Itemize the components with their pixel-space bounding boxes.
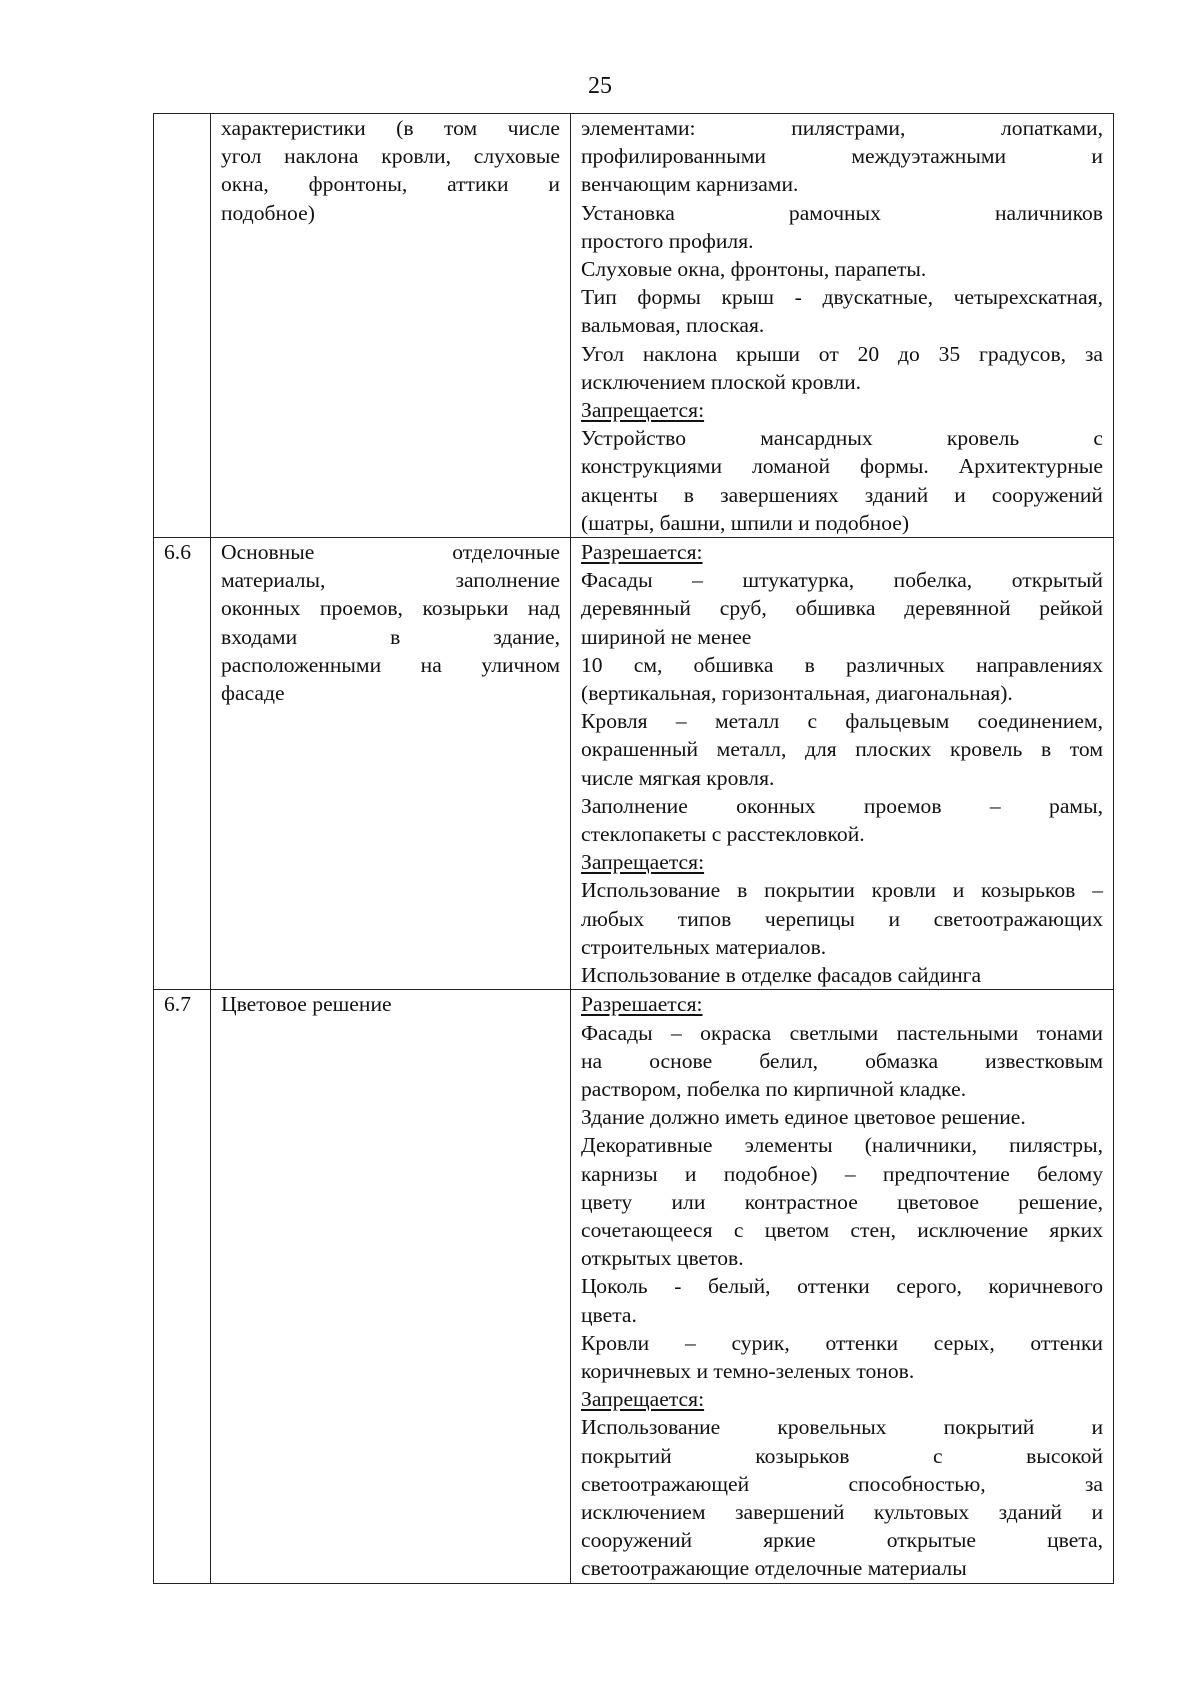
requirement-line: акценты в завершениях зданий и сооружений <box>581 482 1103 507</box>
requirement-line: исключением плоской кровли. <box>581 369 862 394</box>
requirement-line: 10 см, обшивка в различных направлениях <box>581 652 1103 677</box>
requirement-paragraph <box>581 1272 1103 1328</box>
parameter-name <box>221 114 560 227</box>
parameter-name-line: угол наклона кровли, слуховые <box>221 144 560 169</box>
requirement-line: цвета. <box>581 1302 637 1327</box>
parameter-name-cell <box>211 990 571 1583</box>
section-heading <box>581 1385 1103 1413</box>
requirement-line: Фасады – окраска светлыми пастельными тонами <box>581 1020 1103 1045</box>
parameter-name-line: Основные отделочные <box>221 540 560 565</box>
row-number-cell <box>154 114 211 538</box>
parameter-name-line: материалы, заполнение <box>221 568 560 593</box>
parameter-name-line: Цветовое решение <box>221 992 392 1017</box>
requirement-paragraph <box>581 707 1103 792</box>
requirement-line: Использование в покрытии кровли и козырьков – <box>581 878 1103 903</box>
regulations-table-body <box>154 114 1114 1584</box>
requirement-paragraph <box>581 114 1103 199</box>
requirements-cell <box>571 114 1114 538</box>
requirement-line: окрашенный металл, для плоских кровель в том <box>581 737 1103 762</box>
table-row <box>154 114 1114 538</box>
requirement-line: открытых цветов. <box>581 1246 744 1271</box>
requirement-paragraph <box>581 876 1103 961</box>
requirement-line: вальмовая, плоская. <box>581 313 765 338</box>
requirement-line: Слуховые окна, фронтоны, парапеты. <box>581 257 927 282</box>
requirement-line: Разрешается: <box>581 540 703 565</box>
row-number: 6.6 <box>164 540 191 565</box>
regulations-table <box>153 113 1114 1584</box>
requirement-line: деревянный сруб, обшивка деревянной рейкой <box>581 596 1103 621</box>
requirement-paragraph <box>581 792 1103 848</box>
parameter-name-line: входами в здание, <box>221 624 560 649</box>
requirement-line: коричневых и темно-зеленых тонов. <box>581 1358 915 1383</box>
page-number: 25 <box>588 73 612 99</box>
section-heading <box>581 396 1103 424</box>
requirement-line: сочетающееся с цветом стен, исключение ярких <box>581 1217 1103 1242</box>
requirement-paragraph <box>581 566 1103 651</box>
requirement-paragraph <box>581 1019 1103 1104</box>
section-heading <box>581 848 1103 876</box>
requirement-paragraph <box>581 651 1103 707</box>
requirement-line: Разрешается: <box>581 992 703 1017</box>
requirement-line: цвету или контрастное цветовое решение, <box>581 1189 1103 1214</box>
parameter-name-line: подобное) <box>221 200 315 225</box>
requirement-line: Кровля – металл с фальцевым соединением, <box>581 709 1103 734</box>
requirement-line: (шатры, башни, шпили и подобное) <box>581 510 910 535</box>
table-row <box>154 990 1114 1583</box>
requirement-line: строительных материалов. <box>581 934 827 959</box>
requirement-paragraph <box>581 283 1103 339</box>
requirement-line: профилированными междуэтажными и <box>581 144 1103 169</box>
requirement-line: Запрещается: <box>581 398 705 423</box>
parameter-name-line: расположенными на уличном <box>221 652 560 677</box>
parameter-name-line: окна, фронтоны, аттики и <box>221 172 560 197</box>
parameter-name <box>221 538 560 707</box>
parameter-name-cell <box>211 114 571 538</box>
requirement-line: Кровли – сурик, оттенки серых, оттенки <box>581 1330 1103 1355</box>
parameter-name-cell <box>211 538 571 990</box>
requirement-line: на основе белил, обмазка известковым <box>581 1048 1103 1073</box>
requirement-paragraph <box>581 199 1103 255</box>
requirement-line: стеклопакеты с расстекловкой. <box>581 822 865 847</box>
requirement-line: шириной не менее <box>581 624 752 649</box>
section-heading <box>581 538 1103 566</box>
requirement-line: покрытий козырьков с высокой <box>581 1443 1103 1468</box>
row-number-cell <box>154 990 211 1583</box>
requirement-line: элементами: пилястрами, лопатками, <box>581 116 1103 140</box>
requirement-line: Тип формы крыш - двускатные, четырехскатная, <box>581 285 1103 310</box>
requirement-line: Запрещается: <box>581 850 705 875</box>
requirement-paragraph <box>581 424 1103 537</box>
requirement-line: Заполнение оконных проемов – рамы, <box>581 793 1103 818</box>
requirement-paragraph <box>581 340 1103 396</box>
requirement-line: Здание должно иметь единое цветовое решение. <box>581 1105 1026 1130</box>
requirement-line: Фасады – штукатурка, побелка, открытый <box>581 568 1103 593</box>
requirement-line: Использование в отделке фасадов сайдинга <box>581 963 982 988</box>
parameter-name-line: оконных проемов, козырьки над <box>221 596 560 621</box>
requirement-line: Цоколь - белый, оттенки серого, коричневого <box>581 1274 1103 1299</box>
requirement-line: Декоративные элементы (наличники, пилястры, <box>581 1133 1103 1158</box>
requirements-cell <box>571 538 1114 990</box>
requirement-paragraph <box>581 1413 1103 1582</box>
requirement-line: светоотражающей способностью, за <box>581 1471 1103 1496</box>
requirement-line: раствором, побелка по кирпичной кладке. <box>581 1076 967 1101</box>
requirement-paragraph <box>581 1103 1103 1131</box>
requirement-paragraph <box>581 961 1103 989</box>
requirement-line: Устройство мансардных кровель с <box>581 426 1103 451</box>
parameter-name <box>221 990 560 1018</box>
table-row <box>154 538 1114 990</box>
requirement-line: Использование кровельных покрытий и <box>581 1415 1103 1440</box>
requirement-line: числе мягкая кровля. <box>581 765 775 790</box>
requirement-line: светоотражающие отделочные материалы <box>581 1556 967 1581</box>
requirement-line: простого профиля. <box>581 228 754 253</box>
row-number: 6.7 <box>164 992 191 1017</box>
requirement-line: (вертикальная, горизонтальная, диагональная). <box>581 681 1013 706</box>
parameter-name-line: фасаде <box>221 681 285 706</box>
requirement-paragraph <box>581 1329 1103 1385</box>
requirement-line: венчающим карнизами. <box>581 172 799 197</box>
requirement-paragraph <box>581 1131 1103 1272</box>
requirement-line: любых типов черепицы и светоотражающих <box>581 906 1103 931</box>
requirements-cell <box>571 990 1114 1583</box>
requirement-line: конструкциями ломаной формы. Архитектурные <box>581 454 1103 479</box>
row-number-cell <box>154 538 211 990</box>
requirement-line: Запрещается: <box>581 1387 705 1412</box>
requirement-line: сооружений яркие открытые цвета, <box>581 1528 1103 1553</box>
section-heading <box>581 990 1103 1018</box>
requirement-line: Установка рамочных наличников <box>581 200 1103 225</box>
parameter-name-line: характеристики (в том числе <box>221 116 560 140</box>
requirement-line: исключением завершений культовых зданий и <box>581 1499 1103 1524</box>
requirement-line: карнизы и подобное) – предпочтение белому <box>581 1161 1103 1186</box>
requirement-paragraph <box>581 255 1103 283</box>
requirement-line: Угол наклона крыши от 20 до 35 градусов, за <box>581 341 1103 366</box>
